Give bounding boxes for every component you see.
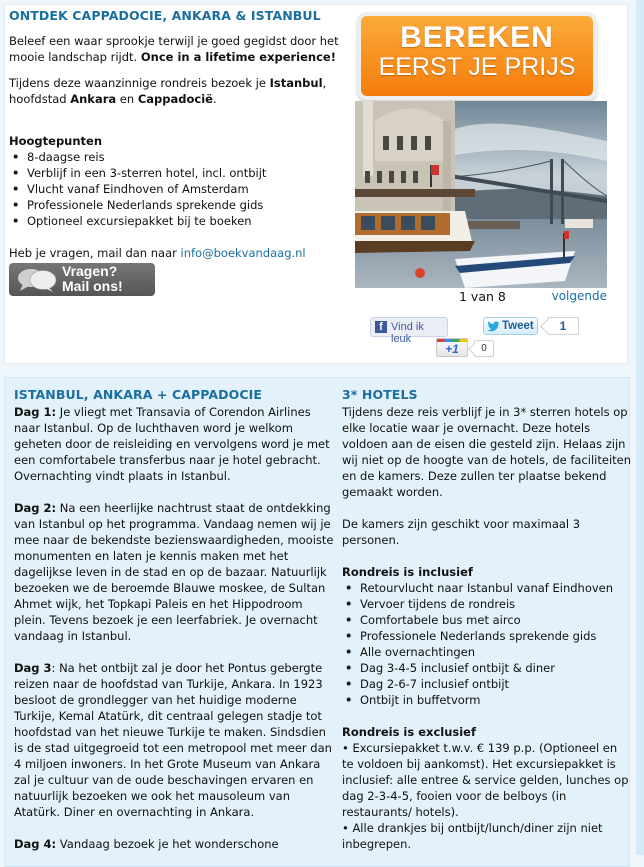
- list-item-text: Verblijf in een 3-sterren hotel, incl. ontbijt: [27, 166, 267, 180]
- intro-paragraph-2: [9, 75, 344, 107]
- promo-line-1: BEREKEN: [400, 21, 554, 54]
- inclusive-list: [342, 580, 632, 708]
- list-item-text: Comfortabele bus met airco: [360, 613, 521, 627]
- mail-us-line-1: Vragen?: [62, 263, 118, 279]
- list-item: [342, 660, 632, 676]
- hotels-paragraph-1: Tijdens deze reis verblijf je in 3* sterren hotels op elke locatie waar je overnacht. Deze hotels voldoen aan de eisen die gesteld zijn. Helaas zijn wij niet op de hoogte van de hotels, de faciliteiten en de kamers. Deze zullen ter plaatse bekend gemaakt worden.: [342, 405, 632, 499]
- highlights-title: Hoogtepunten: [9, 134, 103, 148]
- day-label: Dag 2:: [14, 501, 57, 515]
- hotels-column: [342, 387, 632, 852]
- intro-text: , hoofdstad: [9, 76, 327, 106]
- itinerary-day: [14, 836, 336, 852]
- list-item: [9, 165, 344, 181]
- google-plus-one-button[interactable]: [436, 338, 468, 357]
- city-istanbul: Istanbul: [269, 76, 323, 90]
- facebook-like-button[interactable]: [370, 317, 448, 345]
- list-item: [342, 628, 632, 644]
- list-item: [342, 580, 632, 596]
- tweet-button[interactable]: [483, 317, 538, 335]
- list-item-text: Vlucht vanaf Eindhoven of Amsterdam: [27, 182, 249, 196]
- city-cappadocie: Cappadocië: [137, 92, 213, 106]
- list-item-text: Ontbijt in buffetvorm: [360, 693, 481, 707]
- speech-bubbles-icon: [17, 267, 59, 293]
- promo-line-2: EERST JE PRIJS: [378, 53, 576, 81]
- intro-text: en: [116, 92, 138, 106]
- intro-paragraph-1: [9, 33, 344, 65]
- bullet-icon: •: [12, 214, 20, 228]
- gallery-image[interactable]: [355, 101, 607, 288]
- bullet-icon: •: [345, 613, 353, 627]
- list-item: [9, 181, 344, 197]
- bullet-icon: •: [345, 581, 353, 595]
- day-label: Dag 1:: [14, 405, 57, 419]
- hotels-paragraph-2: De kamers zijn geschikt voor maximaal 3 personen.: [342, 517, 581, 547]
- day-label: Dag 4:: [14, 837, 57, 851]
- list-item-text: Vervoer tijdens de rondreis: [360, 597, 516, 611]
- details-panel: [4, 377, 630, 867]
- email-link[interactable]: info@boekvandaag.nl: [180, 246, 306, 260]
- gallery-next-link[interactable]: volgende: [551, 289, 607, 303]
- mail-us-line-2: Mail ons!: [62, 278, 123, 294]
- list-item-text: Professionele Nederlands sprekende gids: [360, 629, 597, 643]
- gallery-caption: [355, 289, 607, 305]
- day-text: : Na het ontbijt zal je door het Pontus gebergte reizen naar de hoofdstad van Turkije, Ankara. In 1923 besloot de grondlegger van het huidige moderne Turkije, Kemal Atatürk, dit centraal gelegen stadje tot hoofdstad van het nieuwe Turkije te maken. Sindsdien is de stad uitgegroeid tot een metropool met meer dan 4 miljoen inwoners. In het Grote Museum van Ankara zal je cultuur van de oude beschavingen ervaren en natuurlijk bezoeken we ook het mausoleum van Atatürk. Diner en overnachting in Ankara.: [14, 661, 332, 819]
- intro-text: .: [212, 92, 217, 106]
- mail-us-button[interactable]: [9, 263, 155, 296]
- bullet-icon: •: [12, 198, 20, 212]
- page-edge-strip: [636, 0, 644, 855]
- list-item-text: Dag 2-6-7 inclusief ontbijt: [360, 677, 510, 691]
- contact-text: Heb je vragen, mail dan naar: [9, 246, 181, 260]
- exclusive-item: • Alle drankjes bij ontbijt/lunch/diner zijn niet inbegrepen.: [342, 821, 603, 851]
- itinerary-day: [14, 500, 336, 644]
- facebook-like-label: Vind ik leuk: [391, 321, 424, 345]
- list-item-text: Alle overnachtingen: [360, 645, 476, 659]
- bullet-icon: •: [12, 150, 20, 164]
- list-item-text: Retourvlucht naar Istanbul vanaf Eindhoven: [360, 581, 614, 595]
- itinerary-column: [14, 387, 336, 852]
- list-item: [342, 596, 632, 612]
- intro-title: ONTDEK CAPPADOCIE, ANKARA & ISTANBUL: [9, 8, 321, 23]
- itinerary-day: [14, 660, 336, 820]
- list-item: [9, 213, 344, 229]
- list-item: [342, 644, 632, 660]
- istanbul-photo: [355, 101, 607, 288]
- list-item-text: Dag 3-4-5 inclusief ontbijt & diner: [360, 661, 555, 675]
- hotels-title: 3* HOTELS: [342, 387, 418, 402]
- bullet-icon: •: [12, 182, 20, 196]
- exclusive-item: • Excursiepakket t.w.v. € 139 p.p. (Optioneel en te voldoen bij aankomst). Het excursiepakket is inclusief: alle entree & service gelden, lunches op dag 2-3-4-5, fooien voor de belboys (in restaurants/ hotels).: [342, 741, 629, 819]
- bullet-icon: •: [345, 645, 353, 659]
- inclusive-title: Rondreis is inclusief: [342, 565, 473, 579]
- list-item: [342, 612, 632, 628]
- itinerary-title: ISTANBUL, ANKARA + CAPPADOCIE: [14, 387, 263, 402]
- day-text: Na een heerlijke nachtrust staat de ontdekking van Istanbul op het programma. Vandaag nemen wij je mee naar de bekendste bezienswaardigheden, mooiste monumenten en laten je kennis maken met het dagelijkse leven in de stad en op de bazaar. Natuurlijk bezoeken we de beroemde Blauwe moskee, de Sultan Ahmet wijk, het Topkapi Paleis en het Hippodroom plein. Tevens bezoek je een leerfabriek. Je overnacht vandaag in Istanbul.: [14, 501, 334, 643]
- day-label: Dag 3: [14, 661, 52, 675]
- intro-tagline: Once in a lifetime experience!: [140, 50, 336, 64]
- contact-line: [9, 245, 344, 261]
- itinerary-day: [14, 404, 336, 484]
- tweet-count: 1: [547, 317, 579, 335]
- day-text: Vandaag bezoek je het wonderschone: [56, 837, 279, 851]
- calculate-price-banner[interactable]: [361, 16, 593, 96]
- plus-one-label: +1: [445, 342, 459, 356]
- list-item: [342, 676, 632, 692]
- bullet-icon: •: [345, 693, 353, 707]
- bullet-icon: •: [12, 166, 20, 180]
- intro-text: Tijdens deze waanzinnige rondreis bezoek je: [9, 76, 270, 90]
- list-item: [9, 197, 344, 213]
- intro-text: Beleef een waar sprookje terwijl je goed gegidst door het mooie landschap rijdt.: [9, 34, 339, 64]
- twitter-bird-icon: [487, 321, 500, 333]
- bullet-icon: •: [345, 661, 353, 675]
- list-item: [342, 692, 632, 708]
- highlights-list: [9, 149, 344, 229]
- facebook-icon: f: [375, 321, 387, 333]
- gallery-counter: 1 van 8: [459, 289, 506, 304]
- day-text: Je vliegt met Transavia of Corendon Airlines naar Istanbul. Op de luchthaven word je welkom geheten door de reisleiding en vervolgens word je met een comfortabele transferbus naar je hotel gebracht. Overnachting vindt plaats in Istanbul.: [14, 405, 330, 483]
- bullet-icon: •: [345, 597, 353, 611]
- list-item-text: 8-daagse reis: [27, 150, 105, 164]
- city-ankara: Ankara: [70, 92, 117, 106]
- mail-us-label: [62, 264, 123, 294]
- exclusive-title: Rondreis is exclusief: [342, 725, 476, 739]
- list-item-text: Professionele Nederlands sprekende gids: [27, 198, 264, 212]
- exclusive-list: [342, 740, 632, 852]
- tweet-label: Tweet: [502, 320, 534, 332]
- plus-one-count: 0: [474, 340, 494, 357]
- bullet-icon: •: [345, 629, 353, 643]
- list-item-text: Optioneel excursiepakket bij te boeken: [27, 214, 252, 228]
- intro-content: [9, 8, 344, 296]
- bullet-icon: •: [345, 677, 353, 691]
- list-item: [9, 149, 344, 165]
